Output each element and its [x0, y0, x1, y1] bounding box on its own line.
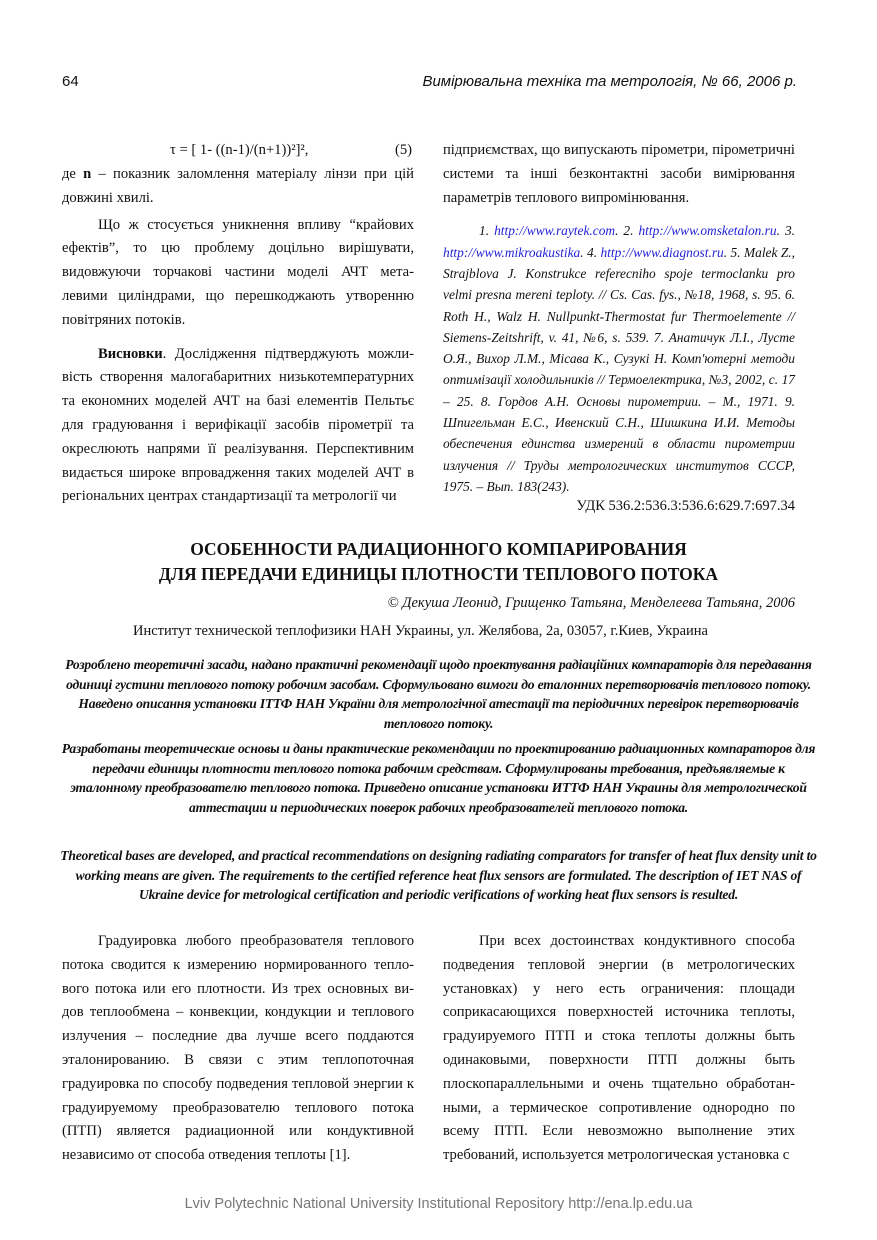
prev-article-right-column: [443, 139, 795, 497]
journal-title: Вимірювальна техніка та метрологія, № 66, 2006 р.: [422, 73, 797, 90]
article-title-line-2: ДЛЯ ПЕРЕДАЧИ ЕДИНИЦЫ ПЛОТНОСТИ ТЕПЛОВОГО ПОТОКА: [158, 564, 719, 584]
formula-text: τ = [ 1- ((n-1)/(n+1))²]²,: [170, 142, 309, 158]
body-paragraph: Градуировка любого преобразователя теплового потока сводится к измерению нормированного тепло-вого потока или его плотности. Из трех основных ви-дов теплообмена – конвекции, кондукции и теплового излучения – последние два лучше всего поддаются эталонированию. В связи с этим теплопоточная градуировка по способу подведения тепловой энергии к градуируемому преобразователю теплового потока (ПТП) является радиационной или кондуктивной независимо от способа отведения теплоты [1].: [62, 933, 414, 1164]
reference-link-diagnost[interactable]: http://www.diagnost.ru: [600, 244, 724, 260]
article-authors: © Декуша Леонид, Грищенко Татьяна, Менделеева Татьяна, 2006: [387, 595, 795, 611]
conclusions-continued: підприємствах, що випускають пірометри, пірометричні системи та інші безконтактні засоби вимірювання параметрів теплового випромінювання.: [443, 142, 795, 206]
conclusions-paragraph: Висновки. Дослідження підтверджують можли-вість створення малогабаритних низькотемпературних та економних моделей АЧТ на базі елементів Пельтьє для градуювання і верифікації засобів пірометрії та окреслюють напрями її реалізування. Перспективним видається широке впровадження таких моделей АЧТ в регіональних центрах стандартизації та метрології чи: [62, 345, 414, 505]
article-title: [60, 537, 817, 587]
formula-5: [62, 139, 414, 163]
article-institute: Институт технической теплофизики НАН Украины, ул. Желябова, 2а, 03057, г.Киев, Украина: [133, 623, 708, 639]
page-number: 64: [62, 73, 79, 90]
udk-code: УДК 536.2:536.3:536.6:629.7:697.34: [576, 498, 795, 514]
reference-link-mikroakustika[interactable]: http://www.mikroakustika: [443, 244, 581, 260]
abstract-russian: Разработаны теоретические основы и даны практические рекомендации по проектированию радиационных компараторов для передачи единицы плотности теплового потока рабочим средствам. Сформулированы требования, предъявляемые к эталонному преобразователю теплового потока. Приведено описание установки ИТТФ НАН Украины для метрологической аттестации и периодических поверок рабочих преобразователей теплового потока.: [61, 741, 816, 815]
prev-article-left-column: [62, 139, 414, 509]
reference-link-omsketalon[interactable]: http://www.omsketalon.ru: [638, 223, 777, 239]
formula-note: де n – показник заломлення матеріалу лінзи при цій довжині хвилі.: [62, 166, 414, 206]
formula-number: (5): [394, 142, 412, 158]
paragraph-edge-effects: Що ж стосується уникнення впливу “крайових ефектів”, то цю проблему доцільно вирішувати, видовжуючи торчакові частини моделі АЧТ мета-левими циліндрами, що перешкоджають утворенню повітряних потоків.: [62, 216, 414, 328]
article-title-line-1: ОСОБЕННОСТИ РАДИАЦИОННОГО КОМПАРИРОВАНИЯ: [190, 539, 687, 559]
running-header: [62, 73, 797, 95]
abstract-english: Theoretical bases are developed, and practical recommendations on designing radiating comparators for transfer of heat flux density unit to working means are given. The requirements to the certified reference heat flux sensors are formulated. The description of IET NAS of Ukraine device for metrological certification and periodic verifications of working heat flux sensors is resulted.: [60, 848, 817, 902]
conclusions-label: Висновки: [98, 345, 163, 362]
repository-footer: Lviv Polytechnic National University Institutional Repository http://ena.lp.edu.ua: [184, 1196, 693, 1212]
variable-n: n: [83, 166, 92, 182]
body-paragraph: При всех достоинствах кондуктивного способа подведения тепловой энергии (в метрологических установках) у него есть ограничения: площади соприкасающихся поверхностей источника теплоты, градуируемого ПТП и стока теплоты должны быть одинаковыми, поверхности ПТП должны быть плоскопараллельными и очень тщательно обработан-ными, а термическое сопротивление однородно по всему ПТП. Если невозможно выполнение этих требований, используется метрологическая установка с: [443, 933, 795, 1164]
article-body-left-column: [62, 930, 414, 1168]
article-body-right-column: [443, 930, 795, 1168]
references-list: 1. http://www.raytek.com. 2. http://www.omsketalon.ru. 3. http://www.mikroakustika. 4. http://www.diagnost.ru. 5. Malek Z., Strajblova J. Konstrukce referecniho spoje termoclanku pro velmi presna mereni teploty. // Cs. Cas. fys., №18, 1968, s. 95. 6. Roth H., Walz H. Nullpunkt-Thermostat fur Thermoelemente // Siemens-Zeitshrift, v. 41, №6, s. 539. 7. Анатичук Л.І., Лусте О.Я., Вихор Л.М., Місава К., Сузукі Н. Комп'ютерні методи оптимізації холодильників // Термоелектрика, №3, 2002, с. 17 – 25. 8. Гордов А.Н. Основы пирометрии. – М., 1971. 9. Шпигельман Е.С., Ивенский С.Н., Шишкина И.И. Методы обеспечения единства измерений в области пирометрии излучения // Труды метрологических институтов СССР, 1975. – Вып. 183(243).: [443, 223, 795, 494]
reference-link-raytek[interactable]: http://www.raytek.com: [494, 223, 616, 239]
abstract-ukrainian: Розроблено теоретичні засади, надано практичні рекомендації щодо проектування радіаційних компараторів для передавання одиниці густини теплового потоку робочим засобам. Сформульовано вимоги до еталонних перетворювачів теплового потоку. Наведено описання установки ІТТФ НАН України для метрологічної атестації та періодичних перевірок перетворювачів теплового потоку.: [65, 657, 812, 731]
